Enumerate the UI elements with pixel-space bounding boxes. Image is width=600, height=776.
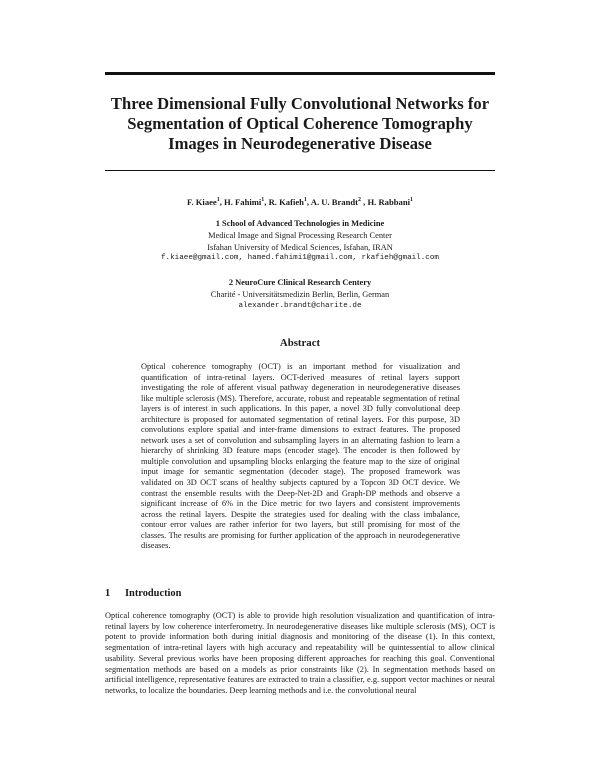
abstract-body: Optical coherence tomography (OCT) is an important method for visualization and quantification of intra-retinal layers. OCT-derived measures of retinal layers support investigating the role of afferent visual pathway degeneration in neurodegenerative diseases like multiple sclerosis (MS). Therefore, accurate, robust and repeatable segmentation of retinal layers is of interest in such applications. In this paper, a novel 3D fully convolutional deep architecture is proposed for automated segmentation of retinal layers. For this purpose, 3D convolutions explore spatial and inter-frame dimensions to extract features. The proposed network uses a set of convolution and subsampling layers in an alternating fashion to learn a hierarchy of shrinking 3D feature maps (encoder stage). The encoder is then followed by multiple convolution and upsampling blocks enlarging the feature map to the size of original input image for semantic segmentation (decoder stage). The proposed framework was validated on 3D OCT scans of healthy subjects captured by a Topcon 3D OCT device. We contrast the ensemble results with the Deep-Net-2D and Graph-DP methods and observe a significant increase of 6% in the Dice metric for two layers and consistent improvements across the retinal layers. Despite the strategies used for dealing with the class imbalance, contour error values are rather inferior for two layers, but still promising for most of the classes. The results are promising for further application of the approach in neurodegenerative diseases. [141,362,460,551]
author-affiliation-mark: 1 [261,197,265,203]
section-number: 1 [105,588,111,599]
affiliation-heading: 1 School of Advanced Technologies in Medicine [215,219,385,228]
author-name: R. Kafieh [268,196,304,207]
title-line: Three Dimensional Fully Convolutional Networks for [110,94,490,113]
author-affiliation-mark: 1 [216,197,220,203]
author-name: H. Fahimi [224,196,262,207]
title-line: Segmentation of Optical Coherence Tomography [127,114,473,133]
paper-title [90,94,510,154]
title-rule-bottom [105,170,495,171]
author-affiliation-mark: 2 [358,197,362,203]
introduction-body: Optical coherence tomography (OCT) is able to provide high resolution visualization and quantification of intra-retinal layers by low coherence interferometry. In neurodegenerative diseases like multiple sclerosis (MS), OCT is potent to provide information both during initial diagnosis and monitoring of the disease (1). In this context, segmentation of intra-retinal layers with high accuracy and repeatability will be quintessential to allow clinical usability. Several previous works have been proposing different approaches for reaching this goal. Conventional segmentation methods are based on a models as prior constraints like (2). In segmentation methods based on artificial intelligence, representative features are extracted to train a classifier, e.g. support vector machines or neural networks, to localize the boundaries. Deep learning methods and i.e. the convolutional neural [105,611,495,695]
affiliation-1 [100,218,500,265]
author-affiliation-mark: 1 [410,197,413,203]
author-name: F. Kiaee [186,196,217,207]
author-list: F. Kiaee$^1$, H. Fahimi$^1$, R. Kafieh$^1$, A. U. Brandt$^2$ , H. Rabbani$^1$ [186,196,413,207]
affiliation-line: Charité - Universitätsmedizin Berlin, Berlin, German [210,289,390,299]
title-rule-top [105,72,495,75]
author-name: A. U. Brandt [310,196,359,207]
affiliation-heading: 2 NeuroCure Clinical Research Centery [228,278,372,287]
abstract-heading: Abstract [279,337,321,349]
section-title: Introduction [125,588,182,599]
affiliation-line: Isfahan University of Medical Sciences, Isfahan, IRAN [207,242,393,252]
affiliation-emails: f.kiaee@gmail.com, hamed.fahimi1@gmail.com, rkafieh@gmail.com [161,254,439,263]
title-line: Images in Neurodegenerative Disease [168,134,432,153]
section-heading-introduction [105,588,181,599]
affiliation-2 [100,277,500,312]
author-name: H. Rabbani [367,196,410,207]
affiliation-line: Medical Image and Signal Processing Research Center [208,230,392,240]
author-affiliation-mark: 1 [303,197,307,203]
affiliation-email: alexander.brandt@charite.de [238,301,362,310]
